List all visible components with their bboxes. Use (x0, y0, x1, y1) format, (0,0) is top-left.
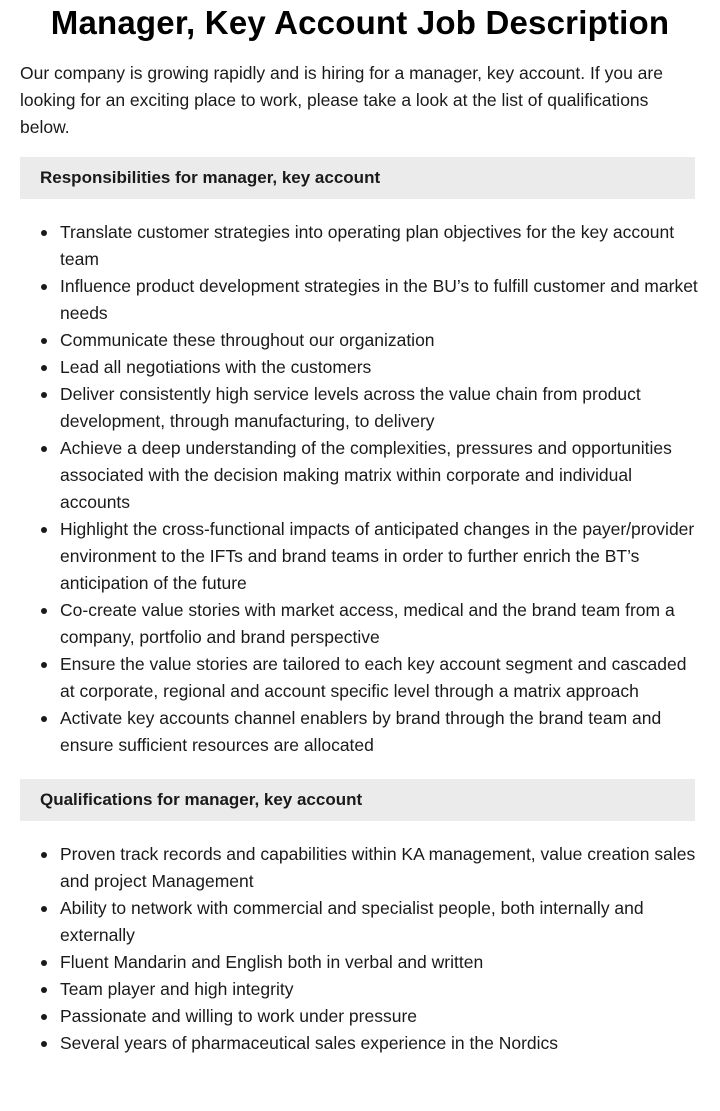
list-item-text: Proven track records and capabilities within KA management, value creation sales and project Management (60, 844, 696, 891)
bullet-icon (41, 1041, 47, 1047)
bullet-icon (41, 365, 47, 371)
bullet-icon (41, 960, 47, 966)
list-item (60, 327, 700, 354)
qualifications-header (20, 779, 695, 821)
responsibilities-list (20, 219, 700, 759)
list-item-text: Highlight the cross-functional impacts of anticipated changes in the payer/provider environment to the IFTs and brand teams in order to further enrich the BT’s anticipation of the future (60, 519, 695, 593)
qualifications-section (20, 779, 700, 1057)
list-item-text: Translate customer strategies into operating plan objectives for the key account team (60, 222, 675, 269)
list-item (60, 219, 700, 273)
list-item (60, 651, 700, 705)
qualifications-list (20, 841, 700, 1057)
bullet-icon (41, 1014, 47, 1020)
bullet-icon (41, 284, 47, 290)
bullet-icon (41, 527, 47, 533)
list-item (60, 273, 700, 327)
list-item-text: Deliver consistently high service levels across the value chain from product development, through manufacturing, to delivery (60, 384, 641, 431)
list-item-text: Ensure the value stories are tailored to each key account segment and cascaded at corporate, regional and account specific level through a matrix approach (60, 654, 687, 701)
responsibilities-header (20, 157, 695, 199)
page-title: Manager, Key Account Job Description (50, 4, 670, 41)
list-item-text: Passionate and willing to work under pressure (60, 1006, 417, 1026)
list-item (60, 1030, 700, 1057)
bullet-icon (41, 852, 47, 858)
list-item (60, 949, 700, 976)
list-item (60, 516, 700, 597)
list-item-text: Co-create value stories with market access, medical and the brand team from a company, portfolio and brand perspective (60, 600, 675, 647)
list-item (60, 1003, 700, 1030)
bullet-icon (41, 392, 47, 398)
bullet-icon (41, 608, 47, 614)
list-item-text: Influence product development strategies in the BU’s to fulfill customer and market needs (60, 276, 698, 323)
list-item (60, 435, 700, 516)
list-item-text: Lead all negotiations with the customers (60, 357, 372, 377)
bullet-icon (41, 446, 47, 452)
list-item-text: Team player and high integrity (60, 979, 294, 999)
list-item (60, 976, 700, 1003)
bullet-icon (41, 716, 47, 722)
list-item-text: Ability to network with commercial and specialist people, both internally and externally (60, 898, 644, 945)
bullet-icon (41, 230, 47, 236)
bullet-icon (41, 987, 47, 993)
intro-paragraph: Our company is growing rapidly and is hiring for a manager, key account. If you are looking for an exciting place to work, please take a look at the list of qualifications below. (20, 63, 663, 137)
list-item-text: Activate key accounts channel enablers by brand through the brand team and ensure sufficient resources are allocated (60, 708, 662, 755)
list-item (60, 597, 700, 651)
bullet-icon (41, 662, 47, 668)
list-item-text: Communicate these throughout our organization (60, 330, 435, 350)
list-item (60, 841, 700, 895)
bullet-icon (41, 338, 47, 344)
qualifications-heading: Qualifications for manager, key account (40, 790, 363, 809)
bullet-icon (41, 906, 47, 912)
list-item-text: Achieve a deep understanding of the complexities, pressures and opportunities associated with the decision making matrix within corporate and individual accounts (60, 438, 672, 512)
list-item-text: Fluent Mandarin and English both in verbal and written (60, 952, 484, 972)
responsibilities-section (20, 157, 700, 759)
list-item (60, 381, 700, 435)
list-item (60, 354, 700, 381)
responsibilities-heading: Responsibilities for manager, key account (40, 168, 381, 187)
list-item (60, 705, 700, 759)
list-item (60, 895, 700, 949)
list-item-text: Several years of pharmaceutical sales experience in the Nordics (60, 1033, 559, 1053)
